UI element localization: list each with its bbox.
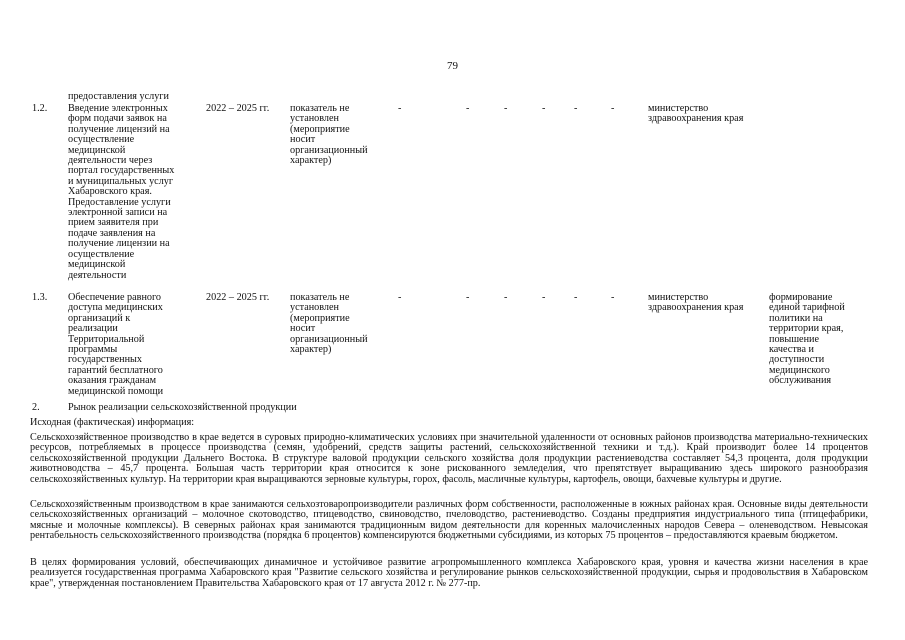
paragraph-3: В целях формирования условий, обеспечивающих динамичное и устойчивое развитие агропромышленного комплекса Хабаровского края, уровня и качества жизни населения в крае реализуется государственная программа Хабаровского края "Развитие сельского хозяйства и регулирование рынков сельскохозяйственной продукции, сырья и продовольствия в Хабаровском крае", утвержденная постановлением Правительства Хабаровского края от 17 августа 2012 г. № 277-пр. [30,557,868,589]
value-cell: - [574,292,578,303]
section-title: Рынок реализации сельскохозяйственной продукции [68,402,297,413]
implementation-period: 2022 – 2025 гг. [206,292,270,303]
measure-name: Обеспечение равного доступа медицинских организаций к реализации Территориальной программы государственных гарантий бесплатного оказания гражданам медицинской помощи [68,292,164,397]
row-number: 1.2. [32,103,48,114]
value-cell: - [542,292,546,303]
executor: министерство здравоохранения края [648,292,744,314]
value-cell: - [504,292,508,303]
value-cell: - [466,292,470,303]
value-cell: - [398,103,402,114]
paragraph-2: Сельскохозяйственным производством в крае занимаются сельхозтоваропроизводители различных форм собственности, расположенные в южных районах края. Основные виды деятельности сельскохозяйственных организаций – молочное скотоводство, птицеводство, свиноводство, пчеловодство, растениеводство. Созданы предприятия индустриального типа (птицефабрики, мясные и молочные комплексы). В северных районах края занимаются традиционным видом деятельности для коренных малочисленных народов Севера – оленеводством. Невысокая рентабельность сельскохозяйственного производства (порядка 6 процентов) компенсируются бюджетными субсидиями, из которых 75 процентов – предоставляются краевым бюджетом. [30,499,868,542]
value-cell: - [466,103,470,114]
implementation-period: 2022 – 2025 гг. [206,103,270,114]
value-cell: - [542,103,546,114]
value-cell: - [574,103,578,114]
expected-result: формирование единой тарифной политики на территории края, повышение качества и доступности медицинского обслуживания [769,292,845,387]
continued-cell-text: предоставления услуги [68,91,169,102]
indicator: показатель не установлен (мероприятие носит организационный характер) [290,292,368,356]
paragraph-1: Сельскохозяйственное производство в крае ведется в суровых природно-климатических условиях при значительной удаленности от основных районов производства материально-технических ресурсов, потребляемых в процессе производства (семян, удобрений, средств защиты растений, сельскохозяйственной техники и т.д.). Край производит более 14 процентов сельскохозяйственной продукции Дальнего Востока. В структуре валовой продукции сельского хозяйства доля продукции растениеводства составляет 54,3 процента, доля продукции животноводства – 45,7 процента. Большая часть территории края относится к зоне рискованного земледелия, что препятствует выращиванию здесь широкого разнообразия сельскохозяйственных культур. На территории края выращиваются зерновые культуры, горох, фасоль, масличные культуры, картофель, овощи, бахчевые культуры и другие. [30,432,868,485]
value-cell: - [611,292,615,303]
indicator: показатель не установлен (мероприятие носит организационный характер) [290,103,368,167]
value-cell: - [398,292,402,303]
info-heading: Исходная (фактическая) информация: [30,417,195,428]
value-cell: - [504,103,508,114]
value-cell: - [611,103,615,114]
measure-name: Введение электронных форм подачи заявок на получение лицензий на осуществление медицинской деятельности через портал государственных и муниципальных услуг Хабаровского края. Предоставление услуги электронной записи на прием заявителя при подаче заявления на получение лицензии на осуществление медицинской деятельности [68,103,175,281]
page-number: 79 [447,60,458,72]
row-number: 1.3. [32,292,48,303]
executor: министерство здравоохранения края [648,103,744,125]
section-number: 2. [32,402,40,413]
